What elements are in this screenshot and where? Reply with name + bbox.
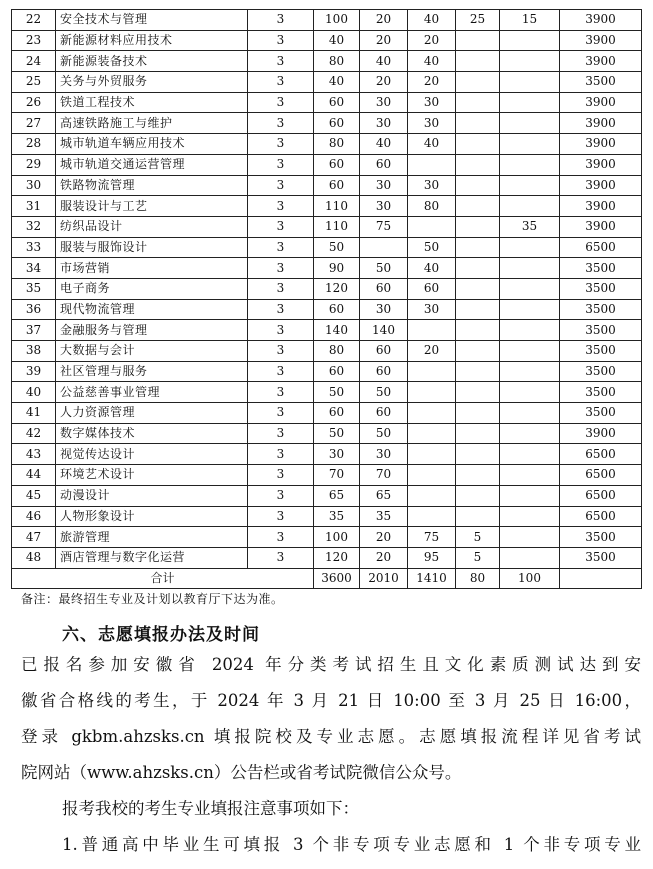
table-cell: 数字媒体技术 (56, 423, 248, 444)
table-cell: 60 (360, 403, 408, 424)
table-cell: 60 (360, 154, 408, 175)
table-cell: 60 (314, 175, 360, 196)
table-cell (456, 485, 500, 506)
table-cell (500, 341, 560, 362)
table-cell: 42 (12, 423, 56, 444)
table-cell: 60 (360, 278, 408, 299)
table-cell: 80 (314, 341, 360, 362)
table-cell: 大数据与会计 (56, 341, 248, 362)
table-cell (500, 196, 560, 217)
table-cell: 120 (314, 278, 360, 299)
table-cell (408, 361, 456, 382)
paragraph-line: 徽省合格线的考生，于 2024 年 3 月 21 日 10:00 至 3 月 25 日 16:00， (21, 691, 641, 710)
total-cell: 80 (456, 568, 500, 589)
table-cell (500, 423, 560, 444)
table-cell: 75 (360, 216, 408, 237)
table-cell: 3 (248, 320, 314, 341)
table-cell: 32 (12, 216, 56, 237)
table-row (12, 258, 642, 279)
table-cell (456, 320, 500, 341)
table-cell: 30 (12, 175, 56, 196)
table-cell: 3 (248, 382, 314, 403)
table-cell: 140 (314, 320, 360, 341)
table-cell (408, 403, 456, 424)
table-cell: 3 (248, 113, 314, 134)
table-cell: 40 (408, 134, 456, 155)
table-cell (456, 465, 500, 486)
table-cell: 39 (12, 361, 56, 382)
table-cell: 3500 (560, 382, 642, 403)
table-cell: 30 (408, 92, 456, 113)
table-cell: 3 (248, 237, 314, 258)
table-cell: 23 (12, 30, 56, 51)
table-cell: 20 (408, 341, 456, 362)
table-cell (408, 506, 456, 527)
table-cell: 50 (360, 258, 408, 279)
table-cell: 6500 (560, 465, 642, 486)
table-cell (500, 154, 560, 175)
table-cell: 40 (314, 30, 360, 51)
table-cell: 新能源装备技术 (56, 51, 248, 72)
table-row (12, 134, 642, 155)
table-cell: 80 (314, 134, 360, 155)
total-cell: 100 (500, 568, 560, 589)
table-cell (500, 403, 560, 424)
table-cell (408, 423, 456, 444)
table-cell (456, 278, 500, 299)
table-cell: 3 (248, 134, 314, 155)
table-cell: 100 (314, 10, 360, 31)
table-cell: 31 (12, 196, 56, 217)
table-cell: 视觉传达设计 (56, 444, 248, 465)
table-cell: 20 (360, 30, 408, 51)
table-cell (456, 341, 500, 362)
table-cell: 3500 (560, 320, 642, 341)
table-cell (456, 216, 500, 237)
section-heading: 六、志愿填报办法及时间 (62, 625, 260, 645)
table-cell: 45 (12, 485, 56, 506)
table-row (12, 361, 642, 382)
table-cell: 26 (12, 92, 56, 113)
table-cell (408, 444, 456, 465)
table-cell (500, 72, 560, 93)
table-cell: 48 (12, 547, 56, 568)
table-cell: 6500 (560, 506, 642, 527)
table-row (12, 423, 642, 444)
table-cell: 3500 (560, 341, 642, 362)
table-cell: 65 (314, 485, 360, 506)
total-label: 合计 (12, 568, 314, 589)
table-note: 备注：最终招生专业及计划以教育厅下达为准。 (21, 592, 284, 606)
table-cell (500, 299, 560, 320)
table-cell (500, 175, 560, 196)
table-cell: 3500 (560, 361, 642, 382)
table-cell: 3 (248, 361, 314, 382)
table-cell (500, 134, 560, 155)
table-cell: 3900 (560, 30, 642, 51)
table-cell: 服装与服饰设计 (56, 237, 248, 258)
table-cell: 35 (12, 278, 56, 299)
table-cell: 6500 (560, 485, 642, 506)
table-cell: 40 (360, 134, 408, 155)
table-cell (456, 423, 500, 444)
table-cell (500, 30, 560, 51)
table-cell: 3900 (560, 92, 642, 113)
table-cell (500, 547, 560, 568)
table-cell: 60 (314, 299, 360, 320)
table-cell: 30 (360, 196, 408, 217)
table-cell: 24 (12, 51, 56, 72)
table-cell: 33 (12, 237, 56, 258)
table-cell (360, 237, 408, 258)
table-cell: 市场营销 (56, 258, 248, 279)
table-cell: 城市轨道车辆应用技术 (56, 134, 248, 155)
table-row (12, 51, 642, 72)
table-row (12, 216, 642, 237)
table-cell: 60 (314, 154, 360, 175)
table-cell: 公益慈善事业管理 (56, 382, 248, 403)
table-cell: 20 (408, 72, 456, 93)
table-cell: 22 (12, 10, 56, 31)
table-cell: 3500 (560, 403, 642, 424)
table-cell (408, 216, 456, 237)
table-cell: 30 (408, 299, 456, 320)
table-cell: 铁路物流管理 (56, 175, 248, 196)
table-cell: 30 (360, 92, 408, 113)
table-cell: 3 (248, 30, 314, 51)
table-cell: 70 (314, 465, 360, 486)
table-cell: 40 (360, 51, 408, 72)
table-cell: 90 (314, 258, 360, 279)
table-cell (500, 92, 560, 113)
table-cell: 旅游管理 (56, 527, 248, 548)
table-cell: 34 (12, 258, 56, 279)
table-cell: 35 (500, 216, 560, 237)
table-cell: 3900 (560, 51, 642, 72)
table-cell (500, 237, 560, 258)
table-cell: 30 (314, 444, 360, 465)
table-body (12, 10, 642, 589)
paragraph-line: 院网站（www.ahzsks.cn）公告栏或省考试院微信公众号。 (21, 763, 462, 782)
table-cell: 50 (314, 423, 360, 444)
table-cell: 3 (248, 10, 314, 31)
table-cell: 35 (360, 506, 408, 527)
total-cell: 2010 (360, 568, 408, 589)
table-row (12, 237, 642, 258)
table-row (12, 547, 642, 568)
table-cell: 27 (12, 113, 56, 134)
table-cell: 80 (408, 196, 456, 217)
table-cell: 纺织品设计 (56, 216, 248, 237)
table-cell (500, 485, 560, 506)
table-cell: 44 (12, 465, 56, 486)
table-cell: 41 (12, 403, 56, 424)
total-cell (560, 568, 642, 589)
table-cell: 3900 (560, 216, 642, 237)
table-cell: 人物形象设计 (56, 506, 248, 527)
table-cell: 3900 (560, 10, 642, 31)
table-cell (456, 175, 500, 196)
table-cell (500, 320, 560, 341)
table-cell (456, 258, 500, 279)
table-cell: 3900 (560, 175, 642, 196)
table-cell: 20 (360, 72, 408, 93)
table-cell: 40 (408, 51, 456, 72)
table-cell (408, 382, 456, 403)
table-cell: 50 (314, 382, 360, 403)
table-cell: 3500 (560, 299, 642, 320)
table-row (12, 299, 642, 320)
table-cell: 37 (12, 320, 56, 341)
table-cell: 40 (314, 72, 360, 93)
table-row (12, 444, 642, 465)
table-cell: 110 (314, 196, 360, 217)
table-cell (408, 320, 456, 341)
paragraph-line: 报考我校的考生专业填报注意事项如下： (62, 799, 359, 818)
total-cell: 1410 (408, 568, 456, 589)
table-row (12, 72, 642, 93)
table-cell: 6500 (560, 237, 642, 258)
table-cell (408, 465, 456, 486)
table-cell: 社区管理与服务 (56, 361, 248, 382)
table-cell: 38 (12, 341, 56, 362)
table-cell: 3 (248, 444, 314, 465)
table-cell: 现代物流管理 (56, 299, 248, 320)
table-cell: 3 (248, 506, 314, 527)
table-cell: 25 (456, 10, 500, 31)
table-cell: 60 (314, 361, 360, 382)
table-row (12, 341, 642, 362)
table-cell: 6500 (560, 444, 642, 465)
table-cell: 城市轨道交通运营管理 (56, 154, 248, 175)
table-cell: 30 (360, 444, 408, 465)
table-cell: 3 (248, 423, 314, 444)
table-cell: 3 (248, 72, 314, 93)
table-cell: 3900 (560, 154, 642, 175)
table-cell (456, 237, 500, 258)
table-cell (500, 258, 560, 279)
table-cell: 120 (314, 547, 360, 568)
table-cell: 3 (248, 485, 314, 506)
table-cell (500, 506, 560, 527)
table-cell: 3 (248, 403, 314, 424)
table-row (12, 403, 642, 424)
table-cell: 60 (314, 403, 360, 424)
table-cell: 60 (314, 113, 360, 134)
table-cell: 3500 (560, 527, 642, 548)
table-cell: 60 (360, 341, 408, 362)
table-cell: 3500 (560, 278, 642, 299)
table-cell: 5 (456, 547, 500, 568)
table-cell: 3 (248, 465, 314, 486)
table-cell: 25 (12, 72, 56, 93)
table-cell (456, 382, 500, 403)
table-cell: 70 (360, 465, 408, 486)
table-cell: 高速铁路施工与维护 (56, 113, 248, 134)
table-cell: 动漫设计 (56, 485, 248, 506)
table-cell (456, 196, 500, 217)
table-cell: 新能源材料应用技术 (56, 30, 248, 51)
table-cell (408, 485, 456, 506)
table-row (12, 113, 642, 134)
table-cell (456, 134, 500, 155)
paragraph-line: 登录 gkbm.ahzsks.cn 填报院校及专业志愿。志愿填报流程详见省考试 (21, 727, 641, 746)
table-cell: 3900 (560, 134, 642, 155)
table-row (12, 154, 642, 175)
paragraph-line: 已报名参加安徽省 2024 年分类考试招生且文化素质测试达到安 (21, 655, 641, 674)
table-cell: 电子商务 (56, 278, 248, 299)
table-cell: 酒店管理与数字化运营 (56, 547, 248, 568)
table-cell: 3 (248, 547, 314, 568)
table-cell: 3 (248, 258, 314, 279)
table-cell (456, 51, 500, 72)
table-cell: 安全技术与管理 (56, 10, 248, 31)
table-cell (500, 527, 560, 548)
table-cell: 金融服务与管理 (56, 320, 248, 341)
table-row (12, 320, 642, 341)
table-cell: 110 (314, 216, 360, 237)
table-cell: 3 (248, 154, 314, 175)
table-row (12, 506, 642, 527)
table-cell: 29 (12, 154, 56, 175)
table-cell (500, 465, 560, 486)
table-cell: 3500 (560, 72, 642, 93)
table-cell (500, 382, 560, 403)
table-cell: 服装设计与工艺 (56, 196, 248, 217)
table-row (12, 196, 642, 217)
table-cell (456, 92, 500, 113)
table-cell: 50 (360, 382, 408, 403)
table-cell: 30 (408, 175, 456, 196)
table-cell: 5 (456, 527, 500, 548)
table-cell: 30 (360, 175, 408, 196)
table-cell: 3 (248, 216, 314, 237)
table-cell: 36 (12, 299, 56, 320)
table-cell: 50 (314, 237, 360, 258)
table-cell: 人力资源管理 (56, 403, 248, 424)
table-cell (456, 403, 500, 424)
table-cell: 30 (360, 113, 408, 134)
table-cell (500, 444, 560, 465)
table-row (12, 527, 642, 548)
table-cell: 20 (360, 527, 408, 548)
table-cell (456, 30, 500, 51)
table-row (12, 278, 642, 299)
table-cell: 20 (408, 30, 456, 51)
table-cell: 35 (314, 506, 360, 527)
table-cell: 3900 (560, 113, 642, 134)
table-cell: 30 (408, 113, 456, 134)
table-cell: 47 (12, 527, 56, 548)
table-row (12, 10, 642, 31)
table-row (12, 30, 642, 51)
table-row (12, 92, 642, 113)
table-row (12, 485, 642, 506)
table-cell: 20 (360, 547, 408, 568)
table-cell: 3900 (560, 196, 642, 217)
table-cell: 3900 (560, 423, 642, 444)
table-cell: 3500 (560, 547, 642, 568)
table-cell: 43 (12, 444, 56, 465)
enrollment-plan-table (11, 9, 642, 589)
table-cell: 50 (408, 237, 456, 258)
table-cell: 20 (360, 10, 408, 31)
table-cell: 40 (12, 382, 56, 403)
table-total-row (12, 568, 642, 589)
table-cell: 60 (314, 92, 360, 113)
table-cell: 15 (500, 10, 560, 31)
table-cell (456, 154, 500, 175)
table-cell (500, 278, 560, 299)
table-cell: 40 (408, 10, 456, 31)
table-cell: 140 (360, 320, 408, 341)
table-cell: 3 (248, 527, 314, 548)
table-cell: 60 (408, 278, 456, 299)
table-cell (500, 113, 560, 134)
table-cell: 30 (360, 299, 408, 320)
table-cell: 3 (248, 278, 314, 299)
table-cell: 3 (248, 299, 314, 320)
table-cell: 65 (360, 485, 408, 506)
table-cell: 铁道工程技术 (56, 92, 248, 113)
table-cell: 50 (360, 423, 408, 444)
table-cell (500, 361, 560, 382)
table-cell: 3500 (560, 258, 642, 279)
paragraph-line: 1.普通高中毕业生可填报 3 个非专项专业志愿和 1 个非专项专业 (62, 835, 641, 854)
table-row (12, 175, 642, 196)
table-cell: 3 (248, 196, 314, 217)
table-cell (456, 361, 500, 382)
table-cell (408, 154, 456, 175)
table-cell (456, 444, 500, 465)
table-cell: 关务与外贸服务 (56, 72, 248, 93)
table-cell (456, 299, 500, 320)
table-cell: 95 (408, 547, 456, 568)
table-cell (500, 51, 560, 72)
table-row (12, 465, 642, 486)
table-cell: 3 (248, 92, 314, 113)
total-cell: 3600 (314, 568, 360, 589)
table-cell (456, 506, 500, 527)
table-cell: 46 (12, 506, 56, 527)
table-cell: 环境艺术设计 (56, 465, 248, 486)
table-cell: 75 (408, 527, 456, 548)
table-cell: 3 (248, 51, 314, 72)
table-cell: 60 (360, 361, 408, 382)
table-cell: 40 (408, 258, 456, 279)
table-cell: 3 (248, 175, 314, 196)
table-cell: 3 (248, 341, 314, 362)
table-cell: 80 (314, 51, 360, 72)
table-row (12, 382, 642, 403)
table-cell: 28 (12, 134, 56, 155)
table-cell: 100 (314, 527, 360, 548)
table-cell (456, 72, 500, 93)
table-cell (456, 113, 500, 134)
